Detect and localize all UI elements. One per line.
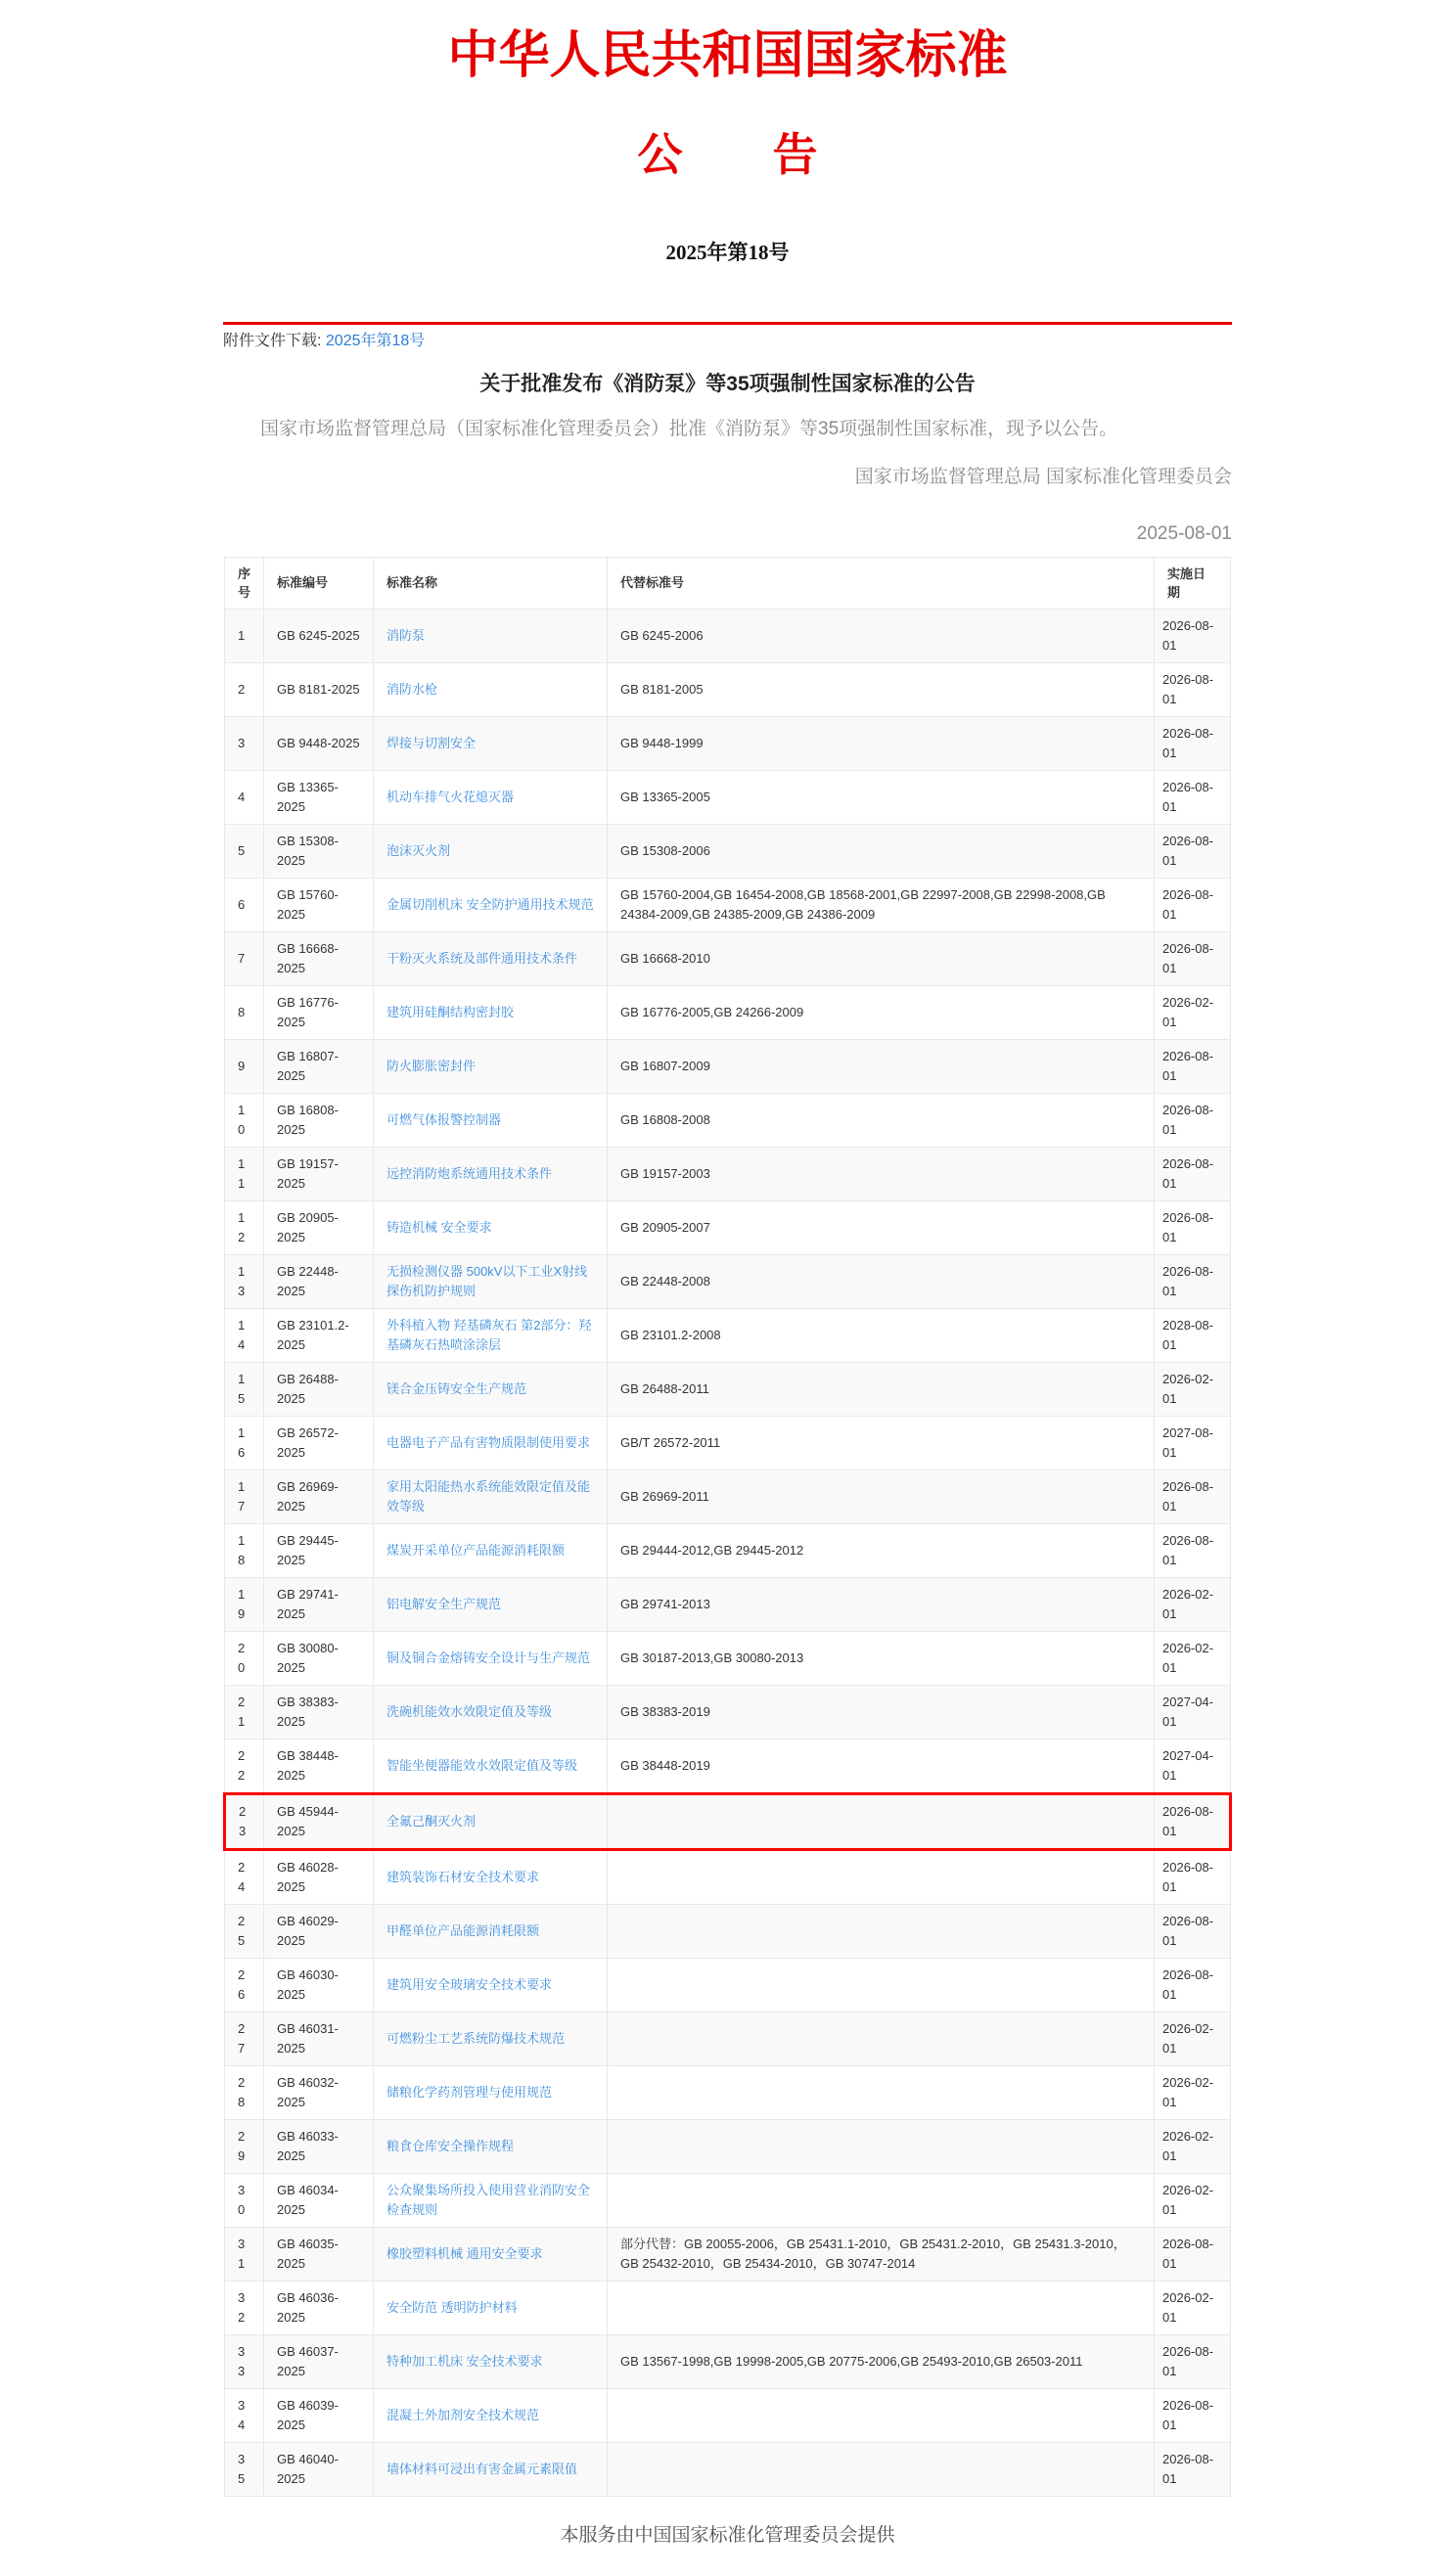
standard-name-link[interactable]: 电器电子产品有害物质限制使用要求 [386,1434,591,1450]
cell-standard-name [374,1523,608,1577]
table-row [225,2442,1231,2496]
table-row [225,2388,1231,2442]
column-header-0: 序号 [225,557,264,609]
table-row [225,824,1231,878]
cell-standard-name [374,1093,608,1147]
cell-standard-code: GB 20905-2025 [264,1200,374,1254]
cell-standard-code: GB 16807-2025 [264,1039,374,1093]
standard-name-link[interactable]: 镁合金压铸安全生产规范 [386,1380,527,1396]
cell-standard-code: GB 8181-2025 [264,662,374,716]
cell-replaced-standards: GB 38448-2019 [608,1739,1155,1793]
standard-name-link[interactable]: 铜及铜合金熔铸安全设计与生产规范 [386,1650,591,1665]
cell-standard-code: GB 13365-2025 [264,770,374,824]
announcement-body: 国家市场监督管理总局（国家标准化管理委员会）批准《消防泵》等35项强制性国家标准，现予以公告。 [260,418,1118,439]
cell-seq-no: 10 [225,1093,264,1147]
cell-standard-code: GB 45944-2025 [264,1793,374,1849]
announcement-date: 2025-08-01 [1136,522,1232,544]
cell-standard-name [374,2119,608,2173]
cell-standard-name [374,2442,608,2496]
cell-seq-no: 5 [225,824,264,878]
column-header-2: 标准名称 [374,557,608,609]
cell-standard-name [374,1039,608,1093]
cell-implementation-date: 2026-02-01 [1155,1577,1231,1631]
standard-name-link[interactable]: 智能坐便器能效水效限定值及等级 [386,1757,578,1773]
cell-implementation-date: 2026-08-01 [1155,1039,1231,1093]
table-row [225,1849,1231,1904]
standard-name-link[interactable]: 防火膨胀密封件 [386,1058,477,1073]
cell-replaced-standards [608,2011,1155,2065]
cell-replaced-standards [608,1904,1155,1958]
cell-seq-no: 34 [225,2388,264,2442]
cell-seq-no: 27 [225,2011,264,2065]
column-header-4: 实施日期 [1155,557,1231,609]
cell-seq-no: 6 [225,878,264,931]
standard-name-link[interactable]: 可燃粉尘工艺系统防爆技术规范 [386,2030,566,2046]
standard-name-link[interactable]: 消防泵 [386,627,426,643]
cell-seq-no: 8 [225,985,264,1039]
cell-standard-name [374,985,608,1039]
table-row [225,1793,1231,1849]
cell-standard-name [374,824,608,878]
cell-replaced-standards: GB 19157-2003 [608,1147,1155,1200]
cell-seq-no: 24 [225,1849,264,1904]
cell-seq-no: 30 [225,2173,264,2227]
cell-replaced-standards: GB 9448-1999 [608,716,1155,770]
cell-seq-no: 3 [225,716,264,770]
cell-standard-name [374,2281,608,2334]
cell-implementation-date: 2026-02-01 [1155,1362,1231,1416]
cell-seq-no: 31 [225,2227,264,2281]
column-header-1: 标准编号 [264,557,374,609]
cell-standard-code: GB 46031-2025 [264,2011,374,2065]
table-row [225,2065,1231,2119]
cell-standard-code: GB 26488-2025 [264,1362,374,1416]
cell-implementation-date: 2026-08-01 [1155,931,1231,985]
cell-standard-name [374,2388,608,2442]
cell-standard-name [374,770,608,824]
cell-implementation-date: 2026-08-01 [1155,2442,1231,2496]
cell-standard-name [374,2334,608,2388]
cell-standard-name [374,1958,608,2011]
cell-seq-no: 18 [225,1523,264,1577]
cell-seq-no: 12 [225,1200,264,1254]
cell-implementation-date: 2026-02-01 [1155,985,1231,1039]
issue-number: 2025年第18号 [665,241,790,265]
page-content [223,27,1232,2547]
cell-implementation-date: 2027-08-01 [1155,1416,1231,1469]
standard-name-link[interactable]: 泡沫灭火剂 [386,842,451,858]
cell-seq-no: 33 [225,2334,264,2388]
standard-name-link[interactable]: 甲醛单位产品能源消耗限额 [386,1922,540,1938]
cell-seq-no: 21 [225,1685,264,1739]
table-row [225,2334,1231,2388]
cell-implementation-date: 2026-08-01 [1155,1958,1231,2011]
cell-replaced-standards [608,2442,1155,2496]
cell-replaced-standards [608,1958,1155,2011]
cell-standard-name [374,1577,608,1631]
cell-standard-code: GB 46033-2025 [264,2119,374,2173]
standard-name-link[interactable]: 焊接与切割安全 [386,735,477,750]
standard-name-link[interactable]: 储粮化学药剂管理与使用规范 [386,2084,553,2100]
cell-standard-code: GB 46034-2025 [264,2173,374,2227]
standard-name-link[interactable]: 特种加工机床 安全技术要求 [386,2353,543,2369]
table-row [225,2119,1231,2173]
standard-name-link[interactable]: 建筑用安全玻璃安全技术要求 [386,1976,553,1992]
cell-standard-code: GB 46040-2025 [264,2442,374,2496]
cell-seq-no: 1 [225,609,264,662]
cell-implementation-date: 2026-08-01 [1155,1147,1231,1200]
cell-seq-no: 32 [225,2281,264,2334]
table-row [225,662,1231,716]
cell-implementation-date: 2026-02-01 [1155,1631,1231,1685]
standard-name-link[interactable]: 建筑用硅酮结构密封胶 [386,1004,515,1019]
cell-seq-no: 26 [225,1958,264,2011]
cell-implementation-date: 2026-08-01 [1155,662,1231,716]
cell-standard-name [374,2173,608,2227]
standard-name-link[interactable]: 煤炭开采单位产品能源消耗限额 [386,1542,566,1558]
table-row [225,931,1231,985]
cell-implementation-date: 2026-02-01 [1155,2173,1231,2227]
cell-replaced-standards: GB 16668-2010 [608,931,1155,985]
cell-seq-no: 25 [225,1904,264,1958]
cell-seq-no: 23 [225,1793,264,1849]
table-row [225,716,1231,770]
standard-name-link[interactable]: 墙体材料可浸出有害金属元素限值 [386,2461,578,2476]
cell-standard-name [374,716,608,770]
standard-name-link[interactable]: 安全防范 透明防护材料 [386,2299,518,2315]
cell-replaced-standards: GB 26488-2011 [608,1362,1155,1416]
cell-replaced-standards: GB 20905-2007 [608,1200,1155,1254]
table-row [225,2173,1231,2227]
cell-standard-code: GB 30080-2025 [264,1631,374,1685]
cell-standard-name [374,1416,608,1469]
cell-standard-name [374,1200,608,1254]
cell-implementation-date: 2026-08-01 [1155,824,1231,878]
cell-seq-no: 15 [225,1362,264,1416]
standard-name-link[interactable]: 干粉灭火系统及部件通用技术条件 [386,950,578,966]
cell-replaced-standards [608,1793,1155,1849]
standard-name-link[interactable]: 铸造机械 安全要求 [386,1219,492,1235]
cell-implementation-date: 2026-02-01 [1155,2065,1231,2119]
cell-implementation-date: 2026-08-01 [1155,1523,1231,1577]
column-header-3: 代替标准号 [608,557,1155,609]
cell-standard-code: GB 22448-2025 [264,1254,374,1308]
cell-standard-code: GB 26572-2025 [264,1416,374,1469]
cell-seq-no: 28 [225,2065,264,2119]
table-row [225,1362,1231,1416]
cell-standard-name [374,662,608,716]
standard-name-link[interactable]: 远控消防炮系统通用技术条件 [386,1165,553,1181]
cell-standard-name [374,1904,608,1958]
cell-replaced-standards: GB 15308-2006 [608,824,1155,878]
cell-implementation-date: 2026-08-01 [1155,1093,1231,1147]
cell-replaced-standards: 部分代替：GB 20055-2006，GB 25431.1-2010，GB 25431.2-2010，GB 25431.3-2010，GB 25432-2010，GB 25434-2010，GB 30747-2014 [608,2227,1155,2281]
cell-replaced-standards: GB 38383-2019 [608,1685,1155,1739]
cell-standard-name [374,878,608,931]
cell-standard-name [374,1631,608,1685]
table-row [225,1200,1231,1254]
cell-standard-name [374,1739,608,1793]
attachment-label: 附件文件下载: [223,332,322,349]
cell-implementation-date: 2026-08-01 [1155,716,1231,770]
standard-name-link[interactable]: 消防水枪 [386,681,438,697]
standard-name-link[interactable]: 混凝土外加剂安全技术规范 [386,2407,540,2422]
table-row [225,1469,1231,1523]
cell-replaced-standards: GB 29444-2012,GB 29445-2012 [608,1523,1155,1577]
table-row [225,1904,1231,1958]
standards-table [223,557,1232,2497]
cell-standard-code: GB 46036-2025 [264,2281,374,2334]
cell-seq-no: 7 [225,931,264,985]
cell-implementation-date: 2026-08-01 [1155,2334,1231,2388]
cell-standard-code: GB 15760-2025 [264,878,374,931]
table-row [225,878,1231,931]
table-row [225,770,1231,824]
table-row [225,609,1231,662]
cell-standard-name [374,931,608,985]
cell-standard-name [374,1793,608,1849]
cell-implementation-date: 2026-08-01 [1155,2388,1231,2442]
cell-seq-no: 17 [225,1469,264,1523]
cell-standard-code: GB 26969-2025 [264,1469,374,1523]
cell-replaced-standards: GB 8181-2005 [608,662,1155,716]
table-row [225,1254,1231,1308]
cell-replaced-standards [608,2065,1155,2119]
announcement-issuer: 国家市场监督管理总局 国家标准化管理委员会 [854,466,1232,487]
cell-standard-code: GB 16808-2025 [264,1093,374,1147]
table-row [225,2227,1231,2281]
cell-standard-code: GB 9448-2025 [264,716,374,770]
table-row [225,1577,1231,1631]
table-row [225,1416,1231,1469]
table-row [225,2281,1231,2334]
cell-standard-code: GB 16776-2025 [264,985,374,1039]
cell-seq-no: 35 [225,2442,264,2496]
cell-standard-code: GB 46029-2025 [264,1904,374,1958]
cell-replaced-standards: GB 30187-2013,GB 30080-2013 [608,1631,1155,1685]
cell-seq-no: 14 [225,1308,264,1362]
cell-implementation-date: 2028-08-01 [1155,1308,1231,1362]
cell-standard-name [374,609,608,662]
cell-seq-no: 20 [225,1631,264,1685]
cell-replaced-standards [608,1849,1155,1904]
cell-implementation-date: 2026-08-01 [1155,878,1231,931]
standard-name-link[interactable]: 全氟己酮灭火剂 [386,1813,477,1829]
cell-implementation-date: 2026-08-01 [1155,609,1231,662]
cell-seq-no: 11 [225,1147,264,1200]
cell-replaced-standards: GB 15760-2004,GB 16454-2008,GB 18568-2001,GB 22997-2008,GB 22998-2008,GB 24384-2009,GB 24385-2009,GB 24386-2009 [608,878,1155,931]
cell-implementation-date: 2026-08-01 [1155,1254,1231,1308]
table-header-row [225,557,1231,609]
cell-implementation-date: 2026-08-01 [1155,1200,1231,1254]
cell-standard-code: GB 46030-2025 [264,1958,374,2011]
cell-implementation-date: 2026-02-01 [1155,2119,1231,2173]
standard-name-link[interactable]: 家用太阳能热水系统能效限定值及能效等级 [386,1478,591,1514]
table-row [225,1739,1231,1793]
cell-standard-code: GB 46039-2025 [264,2388,374,2442]
cell-standard-name [374,1685,608,1739]
standard-name-link[interactable]: 无损检测仪器 500kV以下工业X射线探伤机防护规则 [386,1263,588,1298]
cell-implementation-date: 2026-08-01 [1155,1469,1231,1523]
announcement-title: 关于批准发布《消防泵》等35项强制性国家标准的公告 [479,372,976,395]
cell-seq-no: 4 [225,770,264,824]
standard-name-link[interactable]: 金属切削机床 安全防护通用技术规范 [386,896,594,912]
cell-implementation-date: 2026-08-01 [1155,2227,1231,2281]
cell-seq-no: 19 [225,1577,264,1631]
cell-implementation-date: 2027-04-01 [1155,1739,1231,1793]
standard-name-link[interactable]: 可燃气体报警控制器 [386,1111,502,1127]
cell-standard-name [374,1362,608,1416]
cell-standard-code: GB 6245-2025 [264,609,374,662]
cell-standard-code: GB 19157-2025 [264,1147,374,1200]
page-subtitle: 公 告 [637,129,818,180]
cell-standard-code: GB 29741-2025 [264,1577,374,1631]
page-title: 中华人民共和国国家标准 [447,28,1008,84]
standard-name-link[interactable]: 橡胶塑料机械 通用安全要求 [386,2245,543,2261]
cell-replaced-standards: GB 6245-2006 [608,609,1155,662]
standard-name-link[interactable]: 洗碗机能效水效限定值及等级 [386,1703,553,1719]
cell-implementation-date: 2026-08-01 [1155,770,1231,824]
table-row [225,1093,1231,1147]
attachment-bar [223,322,1232,350]
cell-standard-code: GB 38448-2025 [264,1739,374,1793]
table-row [225,2011,1231,2065]
table-row [225,1523,1231,1577]
cell-standard-name [374,1308,608,1362]
cell-replaced-standards: GB 29741-2013 [608,1577,1155,1631]
cell-standard-code: GB 46037-2025 [264,2334,374,2388]
cell-implementation-date: 2027-04-01 [1155,1685,1231,1739]
cell-implementation-date: 2026-02-01 [1155,2011,1231,2065]
cell-seq-no: 2 [225,662,264,716]
cell-standard-code: GB 23101.2-2025 [264,1308,374,1362]
page-footer: 本服务由中国国家标准化管理委员会提供 [560,2524,895,2546]
cell-replaced-standards: GB 13365-2005 [608,770,1155,824]
cell-standard-code: GB 46032-2025 [264,2065,374,2119]
cell-standard-code: GB 16668-2025 [264,931,374,985]
table-row [225,1958,1231,2011]
cell-seq-no: 9 [225,1039,264,1093]
cell-seq-no: 22 [225,1739,264,1793]
cell-replaced-standards: GB/T 26572-2011 [608,1416,1155,1469]
cell-replaced-standards [608,2119,1155,2173]
cell-standard-code: GB 46035-2025 [264,2227,374,2281]
standard-name-link[interactable]: 粮食仓库安全操作规程 [386,2138,515,2153]
cell-seq-no: 29 [225,2119,264,2173]
cell-standard-code: GB 46028-2025 [264,1849,374,1904]
cell-standard-name [374,1469,608,1523]
cell-replaced-standards [608,2388,1155,2442]
cell-replaced-standards [608,2173,1155,2227]
cell-standard-name [374,1849,608,1904]
cell-standard-name [374,2065,608,2119]
cell-standard-code: GB 15308-2025 [264,824,374,878]
cell-standard-code: GB 38383-2025 [264,1685,374,1739]
cell-standard-name [374,1147,608,1200]
cell-standard-name [374,2227,608,2281]
cell-standard-name [374,1254,608,1308]
cell-implementation-date: 2026-08-01 [1155,1904,1231,1958]
cell-standard-name [374,2011,608,2065]
cell-replaced-standards: GB 13567-1998,GB 19998-2005,GB 20775-2006,GB 25493-2010,GB 26503-2011 [608,2334,1155,2388]
cell-replaced-standards: GB 26969-2011 [608,1469,1155,1523]
standard-name-link[interactable]: 铝电解安全生产规范 [386,1596,502,1611]
standard-name-link[interactable]: 公众聚集场所投入使用营业消防安全检查规则 [386,2182,591,2217]
table-row [225,1147,1231,1200]
cell-implementation-date: 2026-08-01 [1155,1793,1231,1849]
cell-replaced-standards: GB 22448-2008 [608,1254,1155,1308]
cell-replaced-standards: GB 23101.2-2008 [608,1308,1155,1362]
cell-implementation-date: 2026-08-01 [1155,1849,1231,1904]
standard-name-link[interactable]: 机动车排气火花熄灭器 [386,789,515,804]
cell-seq-no: 16 [225,1416,264,1469]
attachment-link[interactable]: 2025年第18号 [325,332,426,349]
cell-implementation-date: 2026-02-01 [1155,2281,1231,2334]
cell-replaced-standards: GB 16776-2005,GB 24266-2009 [608,985,1155,1039]
table-row [225,1631,1231,1685]
cell-replaced-standards [608,2281,1155,2334]
standard-name-link[interactable]: 建筑装饰石材安全技术要求 [386,1869,540,1884]
cell-replaced-standards: GB 16807-2009 [608,1039,1155,1093]
cell-seq-no: 13 [225,1254,264,1308]
table-row [225,985,1231,1039]
cell-standard-code: GB 29445-2025 [264,1523,374,1577]
table-row [225,1039,1231,1093]
cell-replaced-standards: GB 16808-2008 [608,1093,1155,1147]
standard-name-link[interactable]: 外科植入物 羟基磷灰石 第2部分：羟基磷灰石热喷涂涂层 [386,1317,592,1352]
table-row [225,1308,1231,1362]
table-row [225,1685,1231,1739]
